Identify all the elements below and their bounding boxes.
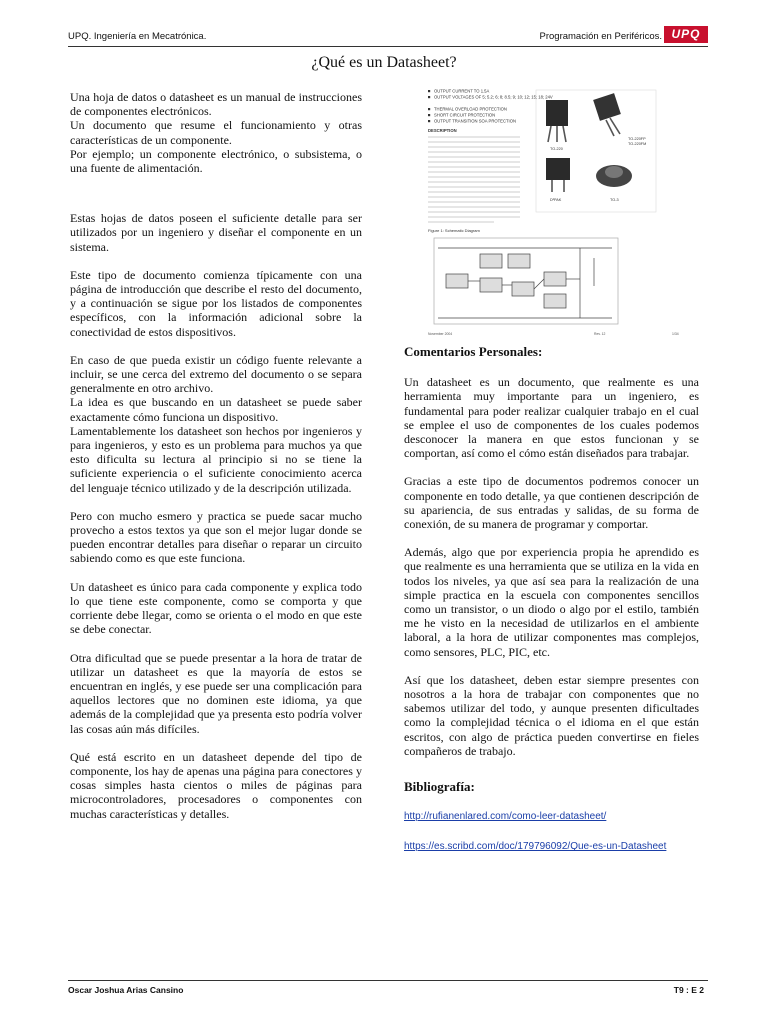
page-title: ¿Qué es un Datasheet? bbox=[311, 54, 457, 71]
bibliography-link[interactable]: http://rufianenlared.com/como-leer-datasheet/ bbox=[404, 811, 607, 823]
bibliography-link[interactable]: https://es.scribd.com/doc/179796092/Que-es-un-Datasheet bbox=[404, 841, 667, 853]
comments-heading: Comentarios Personales: bbox=[404, 344, 543, 359]
paragraph: Pero con mucho esmero y practica se puede sacar mucho provecho a estos textos ya que son el mejor lugar donde se pueden encontrar detalles para diseñar o reparar un circuito sabiendo como es que este funciona. bbox=[70, 508, 362, 566]
datasheet-figure bbox=[424, 86, 694, 338]
figure-description-label: DESCRIPTION bbox=[428, 128, 457, 133]
paragraph: Gracias a este tipo de documentos podremos conocer un componente en todo detalle, ya que contienen descripción de su apariencia, de sus entradas y salidas, de su forma de conexión, de su manera de programar y comportar. bbox=[404, 474, 699, 532]
footer-page: T9 : E 2 bbox=[673, 985, 704, 995]
schematic-diagram bbox=[434, 238, 618, 324]
footer-author: Oscar Joshua Arias Cansino bbox=[68, 985, 184, 995]
paragraph: Este tipo de documento comienza típicamente con una página de introducción que describe el resto del documento, y a continuación se sigue por los listados de componentes específicos, con la información adicional sobre la conectividad de estos dispositivos. bbox=[70, 267, 362, 339]
paragraph: Por ejemplo; un componente electrónico, o subsistema, o una fuente de alimentación. bbox=[70, 146, 362, 176]
paragraph: Un datasheet es único para cada componente y explica todo lo que tiene este componente, como se comporta y que corriente debe llegar, como se orienta o el modo en que este se debe conectar. bbox=[70, 579, 362, 637]
figure-page: 1/34 bbox=[672, 332, 679, 336]
upq-logo: UPQ bbox=[664, 26, 708, 43]
package-label: TO-3 bbox=[610, 198, 619, 202]
package-label: TO-220 bbox=[550, 147, 563, 151]
package-to3-icon bbox=[596, 165, 632, 187]
page-header bbox=[68, 24, 708, 46]
schematic-label: Figure 1: Schematic Diagram bbox=[428, 228, 480, 233]
bibliography-heading: Bibliografía: bbox=[404, 779, 475, 795]
figure-bullet: SHORT CIRCUIT PROTECTION bbox=[434, 112, 496, 118]
footer-rule bbox=[68, 980, 708, 981]
paragraph: En caso de que pueda existir un código fuente relevante a incluir, se une cerca del extremo del documento o se separa generalmente en otro archivo. bbox=[70, 352, 362, 396]
left-column bbox=[70, 90, 362, 835]
package-label: TO-220FP bbox=[628, 137, 646, 141]
paragraph: Un documento que resume el funcionamiento y otras características de un componente. bbox=[70, 118, 362, 147]
figure-bullet: OUTPUT CURRENT TO 1.5A bbox=[434, 88, 490, 94]
paragraph: Otra dificultad que se puede presentar a la hora de tratar de utilizar un datasheet es que la mayoría de estos se encuentran en inglés, y ese puede ser una complicación para aquellos lectores que no dominen este idioma, ya que además de la complejidad que ya presenta esto podría volver las cosas aún más difíciles. bbox=[70, 650, 362, 736]
right-column bbox=[404, 345, 699, 871]
package-label: TO-220FM bbox=[628, 142, 647, 146]
package-d2pak-icon bbox=[546, 158, 570, 192]
figure-date: November 2004 bbox=[428, 332, 453, 336]
paragraph: Así que los datasheet, deben estar siempre presentes con nosotros a la hora de trabajar con componentes que no sabemos utilizar del todo, y aunque presenten dificultades como la complejidad técnica o el idioma en el que están escritos, con algo de práctica pueden convertirse en fieles compañeros de trabajo. bbox=[404, 672, 699, 758]
header-course: Programación en Periféricos. bbox=[539, 31, 662, 42]
figure-bullet: OUTPUT VOLTAGES OF 5; 5.2; 6; 8; 8.5; 9; 10; 12; 15; 18; 24V bbox=[434, 94, 553, 100]
paragraph: Un datasheet es un documento, que realmente es una herramienta muy importante para un ingeniero, es fundamental para poder realizar cualquier trabajo en el cual se emplee el uso de componentes de los cuales podemos desconocer la manera en que estos funcionan y se comportan, así como el cómo están diseñados para trabajar. bbox=[404, 375, 699, 461]
paragraph: Una hoja de datos o datasheet es un manual de instrucciones de componentes electrónicos. bbox=[70, 90, 362, 119]
paragraph: Además, algo que por experiencia propia he aprendido es que realmente es una herramienta que se utiliza en la vida en todos los niveles, ya que así sea para la realización de una simple practica en la escuela con componentes sencillos como un transistor, o un diodo o algo por el estilo, también me he visto en la necesidad de utilizarlos en el ambiente laboral, a la hora de utilizar componentes mas complejos, como sensores, PLC, PIC, etc. bbox=[404, 545, 699, 659]
paragraph: Qué está escrito en un datasheet depende del tipo de componente, los hay de apenas una página para conectores y cosas simples hasta cientos o miles de páginas para microcontroladores, procesadores o componentes con muchas características y detalles. bbox=[70, 749, 362, 821]
paragraph: La idea es que buscando en un datasheet se puede saber exactamente cómo funciona un dispositivo. bbox=[70, 395, 362, 424]
paragraph: Lamentablemente los datasheet son hechos por ingenieros y para ingenieros, y esto es un problema para muchos ya que esto dificulta su lectura al principio si no se tiene la suficiente experiencia o el suficiente conocimiento acerca del lenguaje técnico utilizado y de la descripción utilizada. bbox=[70, 423, 362, 495]
package-label: D²PAK bbox=[550, 198, 562, 202]
package-to220-icon bbox=[546, 100, 568, 142]
figure-description-text bbox=[428, 137, 520, 222]
figure-bullet: THERMAL OVERLOAD PROTECTION bbox=[434, 106, 507, 112]
paragraph: Estas hojas de datos poseen el suficiente detalle para ser utilizados por un ingeniero y diseñar el componente en un sistema. bbox=[70, 211, 362, 254]
package-to220fp-icon bbox=[593, 93, 621, 136]
header-rule bbox=[68, 46, 708, 47]
header-institution: UPQ. Ingeniería en Mecatrónica. bbox=[68, 31, 207, 42]
figure-bullet: OUTPUT TRANSITION SOA PROTECTION bbox=[434, 118, 516, 124]
figure-revision: Rev. 12 bbox=[594, 332, 606, 336]
